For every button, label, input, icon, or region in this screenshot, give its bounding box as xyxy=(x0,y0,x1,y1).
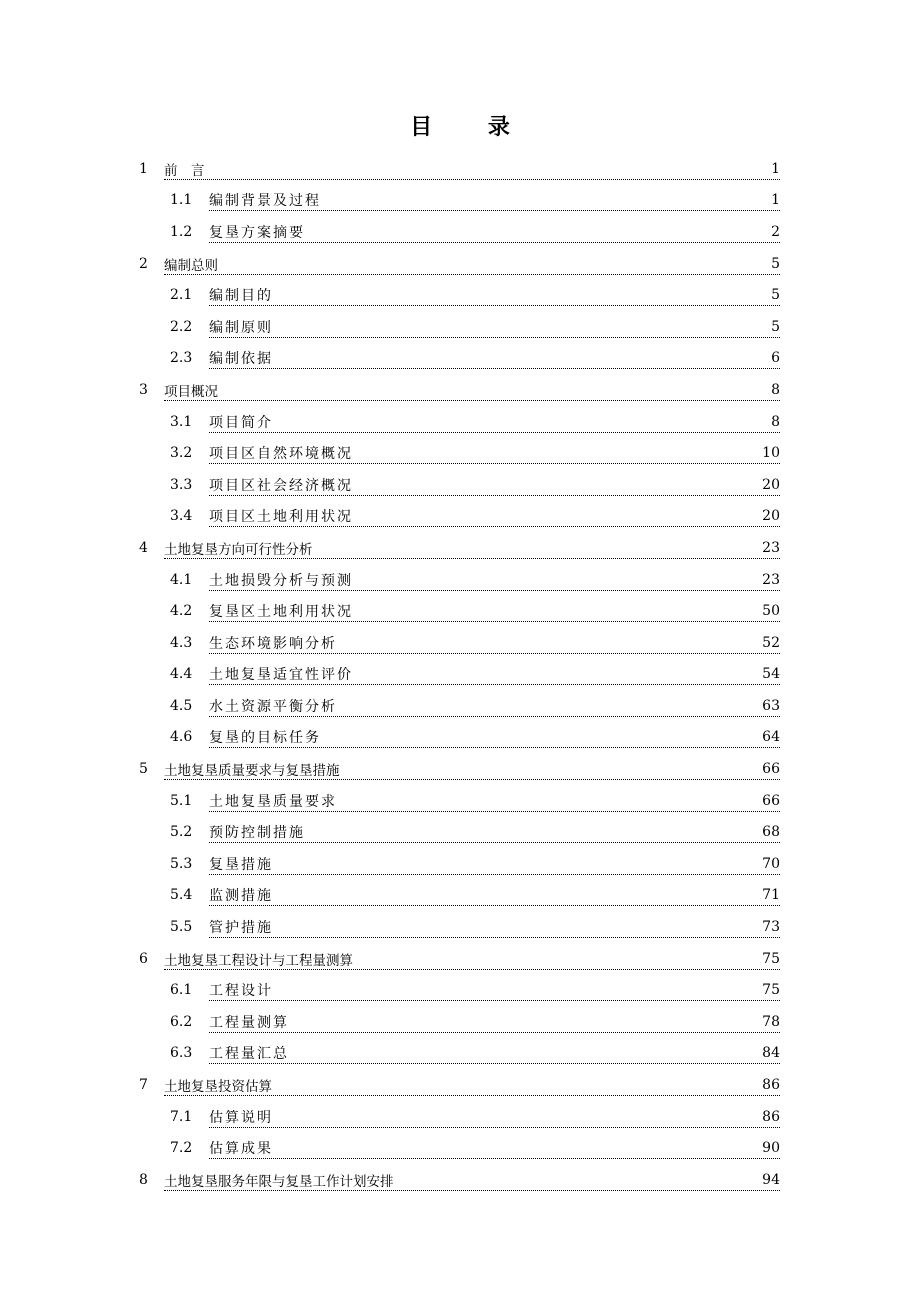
toc-entry-page-number: 6 xyxy=(771,350,780,367)
toc-section-entry[interactable] xyxy=(0,406,920,438)
toc-entry-title[interactable]: 编制依据 xyxy=(209,348,275,368)
toc-entry-page-number: 73 xyxy=(762,919,780,936)
toc-entry-page-number: 64 xyxy=(762,729,780,746)
toc-entry-page-number: 5 xyxy=(771,255,780,272)
toc-entry-page-number: 5 xyxy=(771,287,780,304)
toc-entry-page-number: 50 xyxy=(762,603,780,620)
toc-title: 目 录 xyxy=(410,114,534,140)
toc-chapter-entry[interactable] xyxy=(0,1069,920,1101)
toc-entry-number: 5.1 xyxy=(170,792,193,809)
dot-leader xyxy=(164,165,780,180)
toc-entry-number: 5.3 xyxy=(170,855,193,872)
toc-entry-number: 2.1 xyxy=(170,287,193,304)
toc-entry-number: 7.2 xyxy=(170,1140,193,1157)
toc-entry-title[interactable]: 项目区土地利用状况 xyxy=(209,506,355,526)
toc-entry-page-number: 20 xyxy=(762,476,780,493)
toc-entry-number: 4.6 xyxy=(170,729,193,746)
toc-entry-number: 3.2 xyxy=(170,445,193,462)
toc-entry-title[interactable]: 管护措施 xyxy=(209,917,275,937)
dot-leader xyxy=(209,418,780,433)
toc-entry-number: 3.3 xyxy=(170,476,193,493)
toc-entry-title[interactable]: 项目简介 xyxy=(209,412,275,432)
toc-entry-page-number: 70 xyxy=(762,855,780,872)
dot-leader xyxy=(209,923,780,938)
toc-entry-title[interactable]: 复垦的目标任务 xyxy=(209,727,323,747)
toc-entry-page-number: 20 xyxy=(762,508,780,525)
toc-section-entry[interactable] xyxy=(0,216,920,248)
toc-entry-number: 7 xyxy=(139,1077,148,1094)
toc-entry-page-number: 1 xyxy=(771,160,780,177)
toc-entry-number: 6.2 xyxy=(170,1013,193,1030)
dot-leader xyxy=(209,986,780,1001)
toc-entry-number: 8 xyxy=(139,1171,148,1188)
toc-entry-number: 4.4 xyxy=(170,666,193,683)
dot-leader xyxy=(209,1018,780,1033)
toc-entry-title[interactable]: 复垦措施 xyxy=(209,854,275,874)
toc-entry-title[interactable]: 生态环境影响分析 xyxy=(209,633,339,653)
toc-section-entry[interactable] xyxy=(0,564,920,596)
toc-section-entry[interactable] xyxy=(0,279,920,311)
dot-leader xyxy=(209,1144,780,1159)
toc-entry-number: 4.3 xyxy=(170,634,193,651)
toc-section-entry[interactable] xyxy=(0,343,920,375)
toc-entry-page-number: 66 xyxy=(762,761,780,778)
toc-entry-page-number: 8 xyxy=(771,413,780,430)
toc-entry-number: 1.1 xyxy=(170,192,193,209)
toc-entry-number: 2 xyxy=(139,255,148,272)
toc-entry-page-number: 75 xyxy=(762,982,780,999)
toc-entry-title[interactable]: 土地复垦投资估算 xyxy=(164,1075,274,1095)
toc-chapter-entry[interactable] xyxy=(0,753,920,785)
toc-section-entry[interactable] xyxy=(0,627,920,659)
dot-leader xyxy=(209,1049,780,1064)
toc-section-entry[interactable] xyxy=(0,595,920,627)
toc-section-entry[interactable] xyxy=(0,1038,920,1070)
toc-entry-page-number: 54 xyxy=(762,666,780,683)
toc-entry-page-number: 86 xyxy=(762,1077,780,1094)
toc-chapter-entry[interactable] xyxy=(0,374,920,406)
toc-entry-title[interactable]: 项目区社会经济概况 xyxy=(209,475,355,495)
toc-entry-number: 4.5 xyxy=(170,697,193,714)
table-of-contents xyxy=(0,153,920,1196)
toc-entry-page-number: 75 xyxy=(762,950,780,967)
toc-entry-number: 4.2 xyxy=(170,603,193,620)
toc-section-entry[interactable] xyxy=(0,1006,920,1038)
toc-entry-page-number: 71 xyxy=(762,887,780,904)
toc-section-entry[interactable] xyxy=(0,690,920,722)
dot-leader xyxy=(209,891,780,906)
toc-entry-number: 5.5 xyxy=(170,919,193,936)
toc-entry-page-number: 2 xyxy=(771,223,780,240)
dot-leader xyxy=(209,354,780,369)
toc-entry-title[interactable]: 编制目的 xyxy=(209,285,275,305)
toc-entry-number: 1 xyxy=(139,160,148,177)
toc-entry-title[interactable]: 土地复垦质量要求 xyxy=(209,791,339,811)
toc-section-entry[interactable] xyxy=(0,501,920,533)
toc-entry-page-number: 68 xyxy=(762,824,780,841)
toc-entry-number: 5.2 xyxy=(170,824,193,841)
dot-leader xyxy=(209,291,780,306)
toc-entry-number: 2.2 xyxy=(170,318,193,335)
toc-entry-page-number: 23 xyxy=(762,571,780,588)
toc-entry-title[interactable]: 估算说明 xyxy=(209,1107,275,1127)
toc-entry-number: 3 xyxy=(139,381,148,398)
toc-entry-page-number: 10 xyxy=(762,445,780,462)
toc-entry-page-number: 1 xyxy=(771,192,780,209)
toc-entry-title[interactable]: 工程设计 xyxy=(209,980,275,1000)
toc-entry-page-number: 84 xyxy=(762,1045,780,1062)
toc-entry-title[interactable]: 编制总则 xyxy=(164,254,220,274)
toc-entry-number: 6.1 xyxy=(170,982,193,999)
toc-section-entry[interactable] xyxy=(0,1101,920,1133)
dot-leader xyxy=(209,323,780,338)
toc-section-entry[interactable] xyxy=(0,311,920,343)
toc-entry-page-number: 52 xyxy=(762,634,780,651)
toc-entry-number: 7.1 xyxy=(170,1108,193,1125)
toc-entry-title[interactable]: 编制背景及过程 xyxy=(209,190,323,210)
toc-entry-title[interactable]: 土地复垦方向可行性分析 xyxy=(164,538,315,558)
toc-entry-title[interactable]: 工程量测算 xyxy=(209,1012,291,1032)
toc-entry-title[interactable]: 监测措施 xyxy=(209,885,275,905)
toc-chapter-entry[interactable] xyxy=(0,153,920,185)
toc-entry-page-number: 66 xyxy=(762,792,780,809)
dot-leader xyxy=(164,386,780,401)
toc-entry-title[interactable]: 土地复垦适宜性评价 xyxy=(209,664,355,684)
toc-chapter-entry[interactable] xyxy=(0,943,920,975)
toc-entry-title[interactable]: 复垦方案摘要 xyxy=(209,222,307,242)
toc-entry-number: 4.1 xyxy=(170,571,193,588)
toc-section-entry[interactable] xyxy=(0,659,920,691)
toc-section-entry[interactable] xyxy=(0,722,920,754)
dot-leader xyxy=(209,860,780,875)
toc-entry-number: 2.3 xyxy=(170,350,193,367)
toc-entry-title[interactable]: 土地损毁分析与预测 xyxy=(209,570,355,590)
toc-section-entry[interactable] xyxy=(0,1132,920,1164)
toc-entry-number: 3.4 xyxy=(170,508,193,525)
toc-entry-title[interactable]: 水土资源平衡分析 xyxy=(209,696,339,716)
toc-entry-page-number: 63 xyxy=(762,697,780,714)
toc-entry-title[interactable]: 土地复垦工程设计与工程量测算 xyxy=(164,949,355,969)
toc-entry-number: 5 xyxy=(139,761,148,778)
toc-entry-number: 6 xyxy=(139,950,148,967)
dot-leader xyxy=(164,260,780,275)
toc-entry-page-number: 23 xyxy=(762,539,780,556)
toc-entry-number: 4 xyxy=(139,539,148,556)
toc-entry-title[interactable]: 土地复垦服务年限与复垦工作计划安排 xyxy=(164,1170,396,1190)
toc-entry-title[interactable]: 土地复垦质量要求与复垦措施 xyxy=(164,759,342,779)
toc-section-entry[interactable] xyxy=(0,816,920,848)
toc-chapter-entry[interactable] xyxy=(0,1164,920,1196)
toc-section-entry[interactable] xyxy=(0,185,920,217)
toc-entry-title[interactable]: 预防控制措施 xyxy=(209,822,307,842)
toc-chapter-entry[interactable] xyxy=(0,248,920,280)
toc-chapter-entry[interactable] xyxy=(0,532,920,564)
toc-entry-page-number: 8 xyxy=(771,381,780,398)
toc-entry-page-number: 78 xyxy=(762,1013,780,1030)
toc-entry-title[interactable]: 项目区自然环境概况 xyxy=(209,443,355,463)
toc-entry-title[interactable]: 工程量汇总 xyxy=(209,1043,291,1063)
toc-entry-page-number: 90 xyxy=(762,1140,780,1157)
toc-section-entry[interactable] xyxy=(0,974,920,1006)
toc-section-entry[interactable] xyxy=(0,785,920,817)
toc-entry-number: 3.1 xyxy=(170,413,193,430)
toc-entry-title[interactable]: 复垦区土地利用状况 xyxy=(209,601,355,621)
toc-entry-page-number: 5 xyxy=(771,318,780,335)
toc-section-entry[interactable] xyxy=(0,469,920,501)
toc-entry-title[interactable]: 项目概况 xyxy=(164,380,220,400)
toc-entry-number: 6.3 xyxy=(170,1045,193,1062)
toc-section-entry[interactable] xyxy=(0,848,920,880)
toc-entry-page-number: 86 xyxy=(762,1108,780,1125)
dot-leader xyxy=(209,1113,780,1128)
toc-entry-number: 1.2 xyxy=(170,223,193,240)
toc-section-entry[interactable] xyxy=(0,880,920,912)
toc-entry-title[interactable]: 编制原则 xyxy=(209,317,275,337)
toc-entry-page-number: 94 xyxy=(762,1171,780,1188)
toc-entry-title[interactable]: 前 言 xyxy=(164,159,207,179)
toc-entry-number: 5.4 xyxy=(170,887,193,904)
toc-entry-title[interactable]: 估算成果 xyxy=(209,1138,275,1158)
toc-section-entry[interactable] xyxy=(0,437,920,469)
toc-section-entry[interactable] xyxy=(0,911,920,943)
